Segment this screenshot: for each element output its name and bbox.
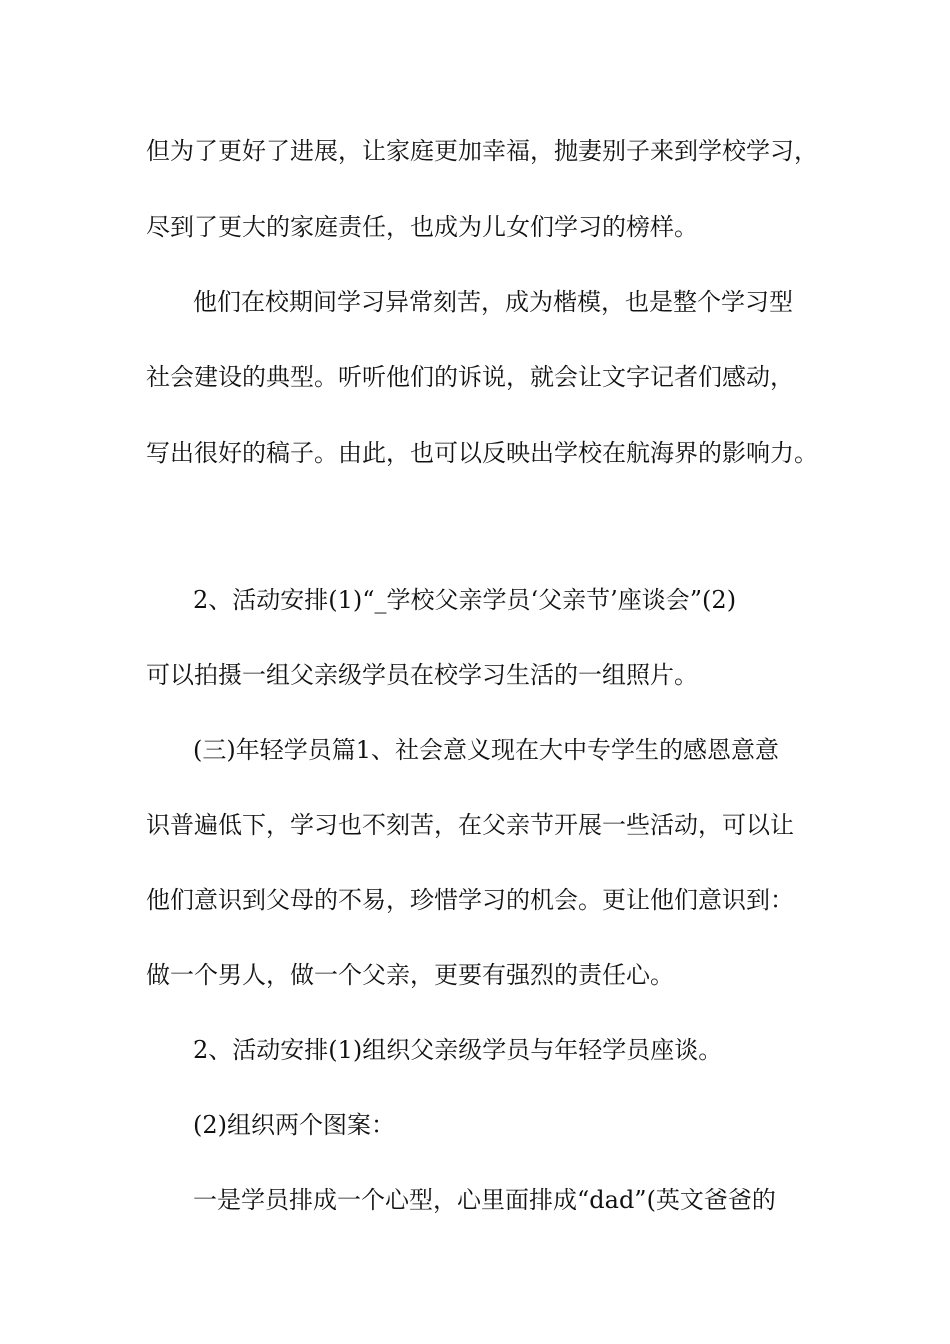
text-line: 做一个男人，做一个父亲，更要有强烈的责任心。 xyxy=(146,961,674,989)
text-line: 尽到了更大的家庭责任，也成为儿女们学习的榜样。 xyxy=(146,213,698,241)
text-line: 他们意识到父母的不易，珍惜学习的机会。更让他们意识到： xyxy=(146,886,794,914)
text-line: 社会建设的典型。听听他们的诉说，就会让文字记者们感动， xyxy=(146,363,794,391)
paragraph-start-line: (2)组织两个图案： xyxy=(193,1111,395,1139)
text-line: 识普遍低下，学习也不刻苦，在父亲节开展一些活动，可以让 xyxy=(146,811,794,839)
text-line: 可以拍摄一组父亲级学员在校学习生活的一组照片。 xyxy=(146,661,698,689)
paragraph-start-line: 2、活动安排(1)组织父亲级学员与年轻学员座谈。 xyxy=(193,1036,723,1064)
text-line: 写出很好的稿子。由此，也可以反映出学校在航海界的影响力。 xyxy=(146,439,818,467)
text-line: 但为了更好了进展，让家庭更加幸福，抛妻别子来到学校学习， xyxy=(146,137,818,165)
paragraph-start-line: (三)年轻学员篇1、社会意义现在大中专学生的感恩意意 xyxy=(193,736,779,764)
paragraph-start-line: 一是学员排成一个心型，心里面排成“dad”(英文爸爸的 xyxy=(193,1186,776,1214)
paragraph-start-line: 2、活动安排(1)“_学校父亲学员‘父亲节’座谈会”(2) xyxy=(193,586,737,614)
paragraph-start-line: 他们在校期间学习异常刻苦，成为楷模，也是整个学习型 xyxy=(193,288,793,316)
